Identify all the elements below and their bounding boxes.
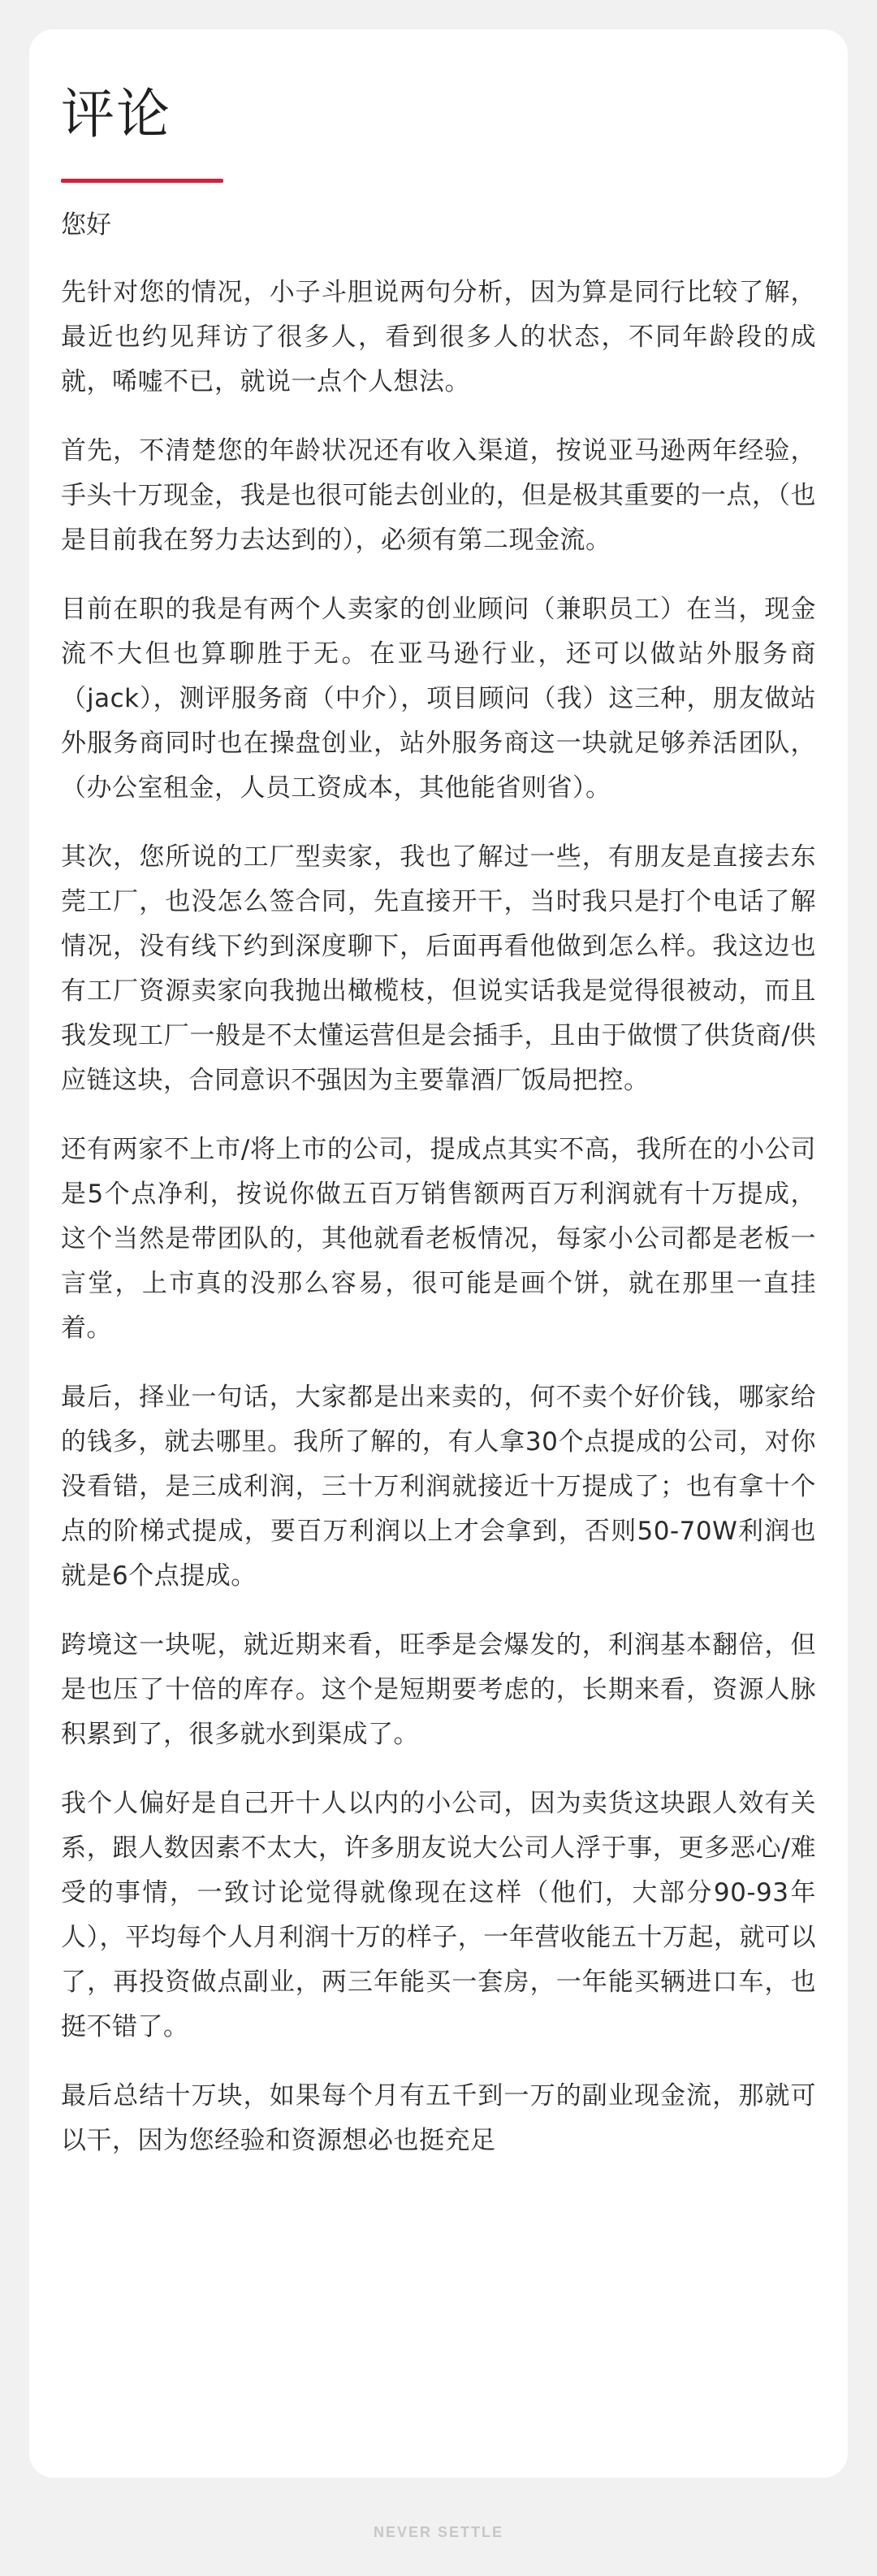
title-underline <box>61 179 223 183</box>
paragraph-2: 首先，不清楚您的年龄状况还有收入渠道，按说亚马逊两年经验，手头十万现金，我是也很可能去创业的，但是极其重要的一点，（也是目前我在努力去达到的），必须有第二现金流。 <box>61 435 816 555</box>
comment-card <box>29 29 848 2478</box>
paragraph-1: 先针对您的情况，小子斗胆说两句分析，因为算是同行比较了解，最近也约见拜访了很多人，看到很多人的状态，不同年龄段的成就，唏嘘不已，就说一点个人想法。 <box>61 277 816 396</box>
paragraph-9: 最后总结十万块，如果每个月有五千到一万的副业现金流，那就可以干，因为您经验和资源想必也挺充足 <box>61 2080 816 2155</box>
paragraph-7: 跨境这一块呢，就近期来看，旺季是会爆发的，利润基本翻倍，但是也压了十倍的库存。这个是短期要考虑的，长期来看，资源人脉积累到了，很多就水到渠成了。 <box>61 1630 816 1749</box>
page-title: 评论 <box>61 83 171 145</box>
paragraph-3: 目前在职的我是有两个人卖家的创业顾问（兼职员工）在当，现金流不大但也算聊胜于无。在亚马逊行业，还可以做站外服务商（jack），测评服务商（中介），项目顾问（我）这三种，朋友做站外服务商同时也在操盘创业，站外服务商这一块就足够养活团队，（办公室租金，人员工资成本，其他能省则省）。 <box>61 594 816 803</box>
paragraph-8: 我个人偏好是自己开十人以内的小公司，因为卖货这块跟人效有关系，跟人数因素不太大，许多朋友说大公司人浮于事，更多恶心/难受的事情，一致讨论觉得就像现在这样（他们，大部分90-93年人），平均每个人月利润十万的样子，一年营收能五十万起，就可以了，再投资做点副业，两三年能买一套房，一年能买辆进口车，也挺不错了。 <box>61 1788 816 2041</box>
paragraph-5: 还有两家不上市/将上市的公司，提成点其实不高，我所在的小公司是5个点净利，按说你做五百万销售额两百万利润就有十万提成，这个当然是带团队的，其他就看老板情况，每家小公司都是老板一言堂，上市真的没那么容易，很可能是画个饼，就在那里一直挂着。 <box>61 1134 816 1343</box>
paragraph-6: 最后，择业一句话，大家都是出来卖的，何不卖个好价钱，哪家给的钱多，就去哪里。我所了解的，有人拿30个点提成的公司，对你没看错，是三成利润，三十万利润就接近十万提成了；也有拿十个点的阶梯式提成，要百万利润以上才会拿到，否则50-70W利润也就是6个点提成。 <box>61 1382 816 1591</box>
paragraph-4: 其次，您所说的工厂型卖家，我也了解过一些，有朋友是直接去东莞工厂，也没怎么签合同，先直接开干，当时我只是打个电话了解情况，没有线下约到深度聊下，后面再看他做到怎么样。我这边也有工厂资源卖家向我抛出橄榄枝，但说实话我是觉得很被动，而且我发现工厂一般是不太懂运营但是会插手，且由于做惯了供货商/供应链这块，合同意识不强因为主要靠酒厂饭局把控。 <box>61 842 816 1095</box>
greeting-text: 您好 <box>61 210 111 240</box>
footer-brand-text: NEVER SETTLE <box>373 2524 504 2540</box>
